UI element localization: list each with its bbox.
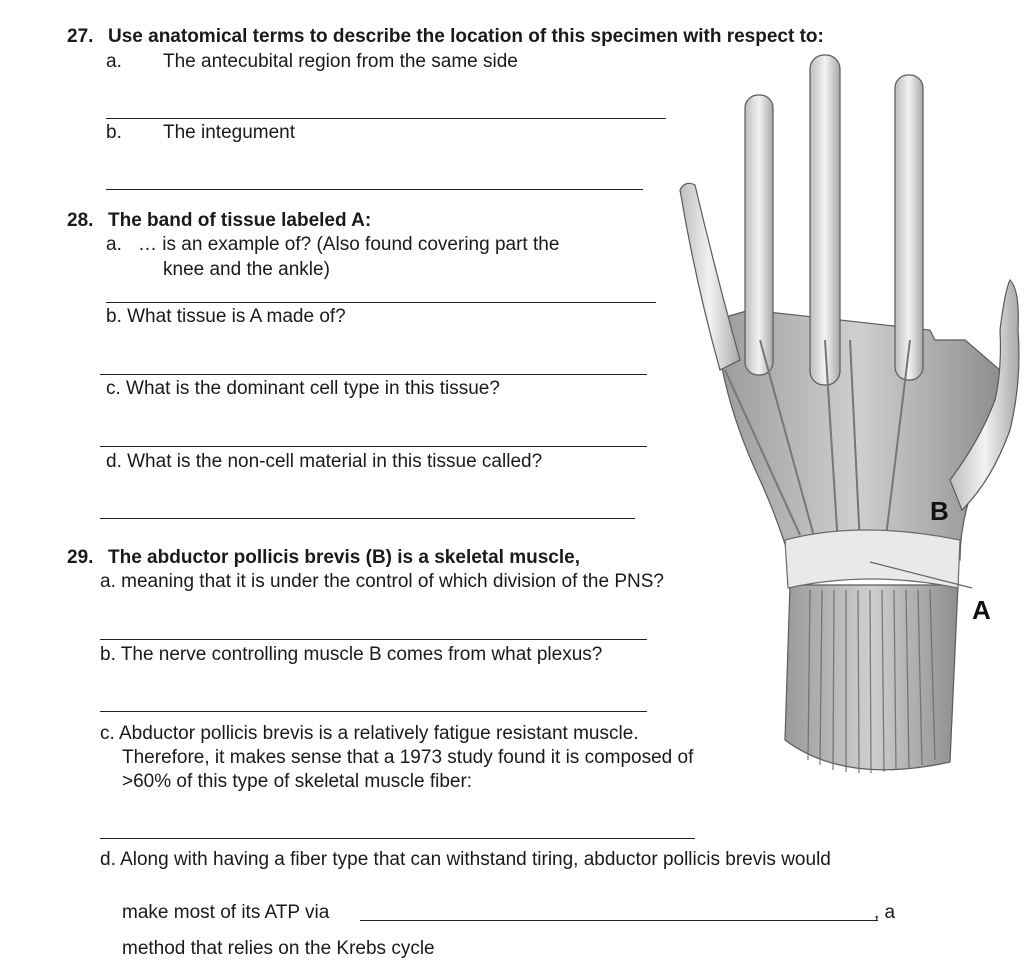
ring-finger: [895, 75, 923, 380]
q29a-text: a. meaning that it is under the control of which division of the PNS?: [100, 571, 664, 592]
q29d-text-line3: method that relies on the Krebs cycle: [122, 938, 435, 959]
q27b-text: The integument: [163, 122, 296, 143]
q27a-letter: a.: [106, 51, 122, 72]
little-finger: [680, 183, 740, 370]
index-finger: [745, 95, 773, 375]
q28a-text-line1: … is an example of? (Also found covering part the: [138, 234, 560, 255]
flexor-retinaculum: [785, 530, 960, 588]
figure-label-a: A: [972, 595, 991, 625]
middle-finger: [810, 55, 840, 385]
q29d-text-line2b: , a: [874, 902, 896, 923]
hand-anatomy-illustration: [660, 40, 1024, 800]
q27a-text: The antecubital region from the same side: [163, 51, 518, 72]
q27b-answer-line[interactable]: [106, 189, 643, 190]
q29c-text-line2: Therefore, it makes sense that a 1973 study found it is composed of: [122, 747, 694, 768]
q29d-text-line2a: make most of its ATP via: [122, 902, 330, 923]
q28c-answer-line[interactable]: [100, 446, 647, 447]
q27-number: 27.: [67, 26, 94, 47]
q29d-answer-line[interactable]: [360, 920, 878, 921]
q29c-text-line1: c. Abductor pollicis brevis is a relatively fatigue resistant muscle.: [100, 723, 639, 744]
q28-number: 28.: [67, 210, 94, 231]
q28c-text: c. What is the dominant cell type in this tissue?: [106, 378, 500, 399]
q29b-answer-line[interactable]: [100, 711, 647, 712]
q28d-answer-line[interactable]: [100, 518, 635, 519]
q28b-answer-line[interactable]: [100, 374, 647, 375]
q28a-letter: a.: [106, 234, 122, 255]
q29-number: 29.: [67, 547, 94, 568]
q27b-letter: b.: [106, 122, 122, 143]
q28a-answer-line[interactable]: [106, 302, 656, 303]
q27a-answer-line[interactable]: [106, 118, 666, 119]
q29c-answer-line[interactable]: [100, 838, 695, 839]
figure-label-b: B: [930, 496, 949, 526]
q29c-text-line3: >60% of this type of skeletal muscle fiber:: [122, 771, 473, 792]
q29d-text-line1: d. Along with having a fiber type that can withstand tiring, abductor pollicis brevis would: [100, 849, 831, 870]
q29b-text: b. The nerve controlling muscle B comes from what plexus?: [100, 644, 603, 665]
q28a-text-line2: knee and the ankle): [163, 259, 330, 280]
q28b-text: b. What tissue is A made of?: [106, 306, 346, 327]
q28-stem: The band of tissue labeled A:: [108, 210, 372, 231]
q29a-answer-line[interactable]: [100, 639, 647, 640]
q28d-text: d. What is the non-cell material in this tissue called?: [106, 451, 543, 472]
q27-stem: Use anatomical terms to describe the location of this specimen with respect to:: [108, 26, 824, 47]
q29-stem: The abductor pollicis brevis (B) is a skeletal muscle,: [108, 547, 580, 568]
